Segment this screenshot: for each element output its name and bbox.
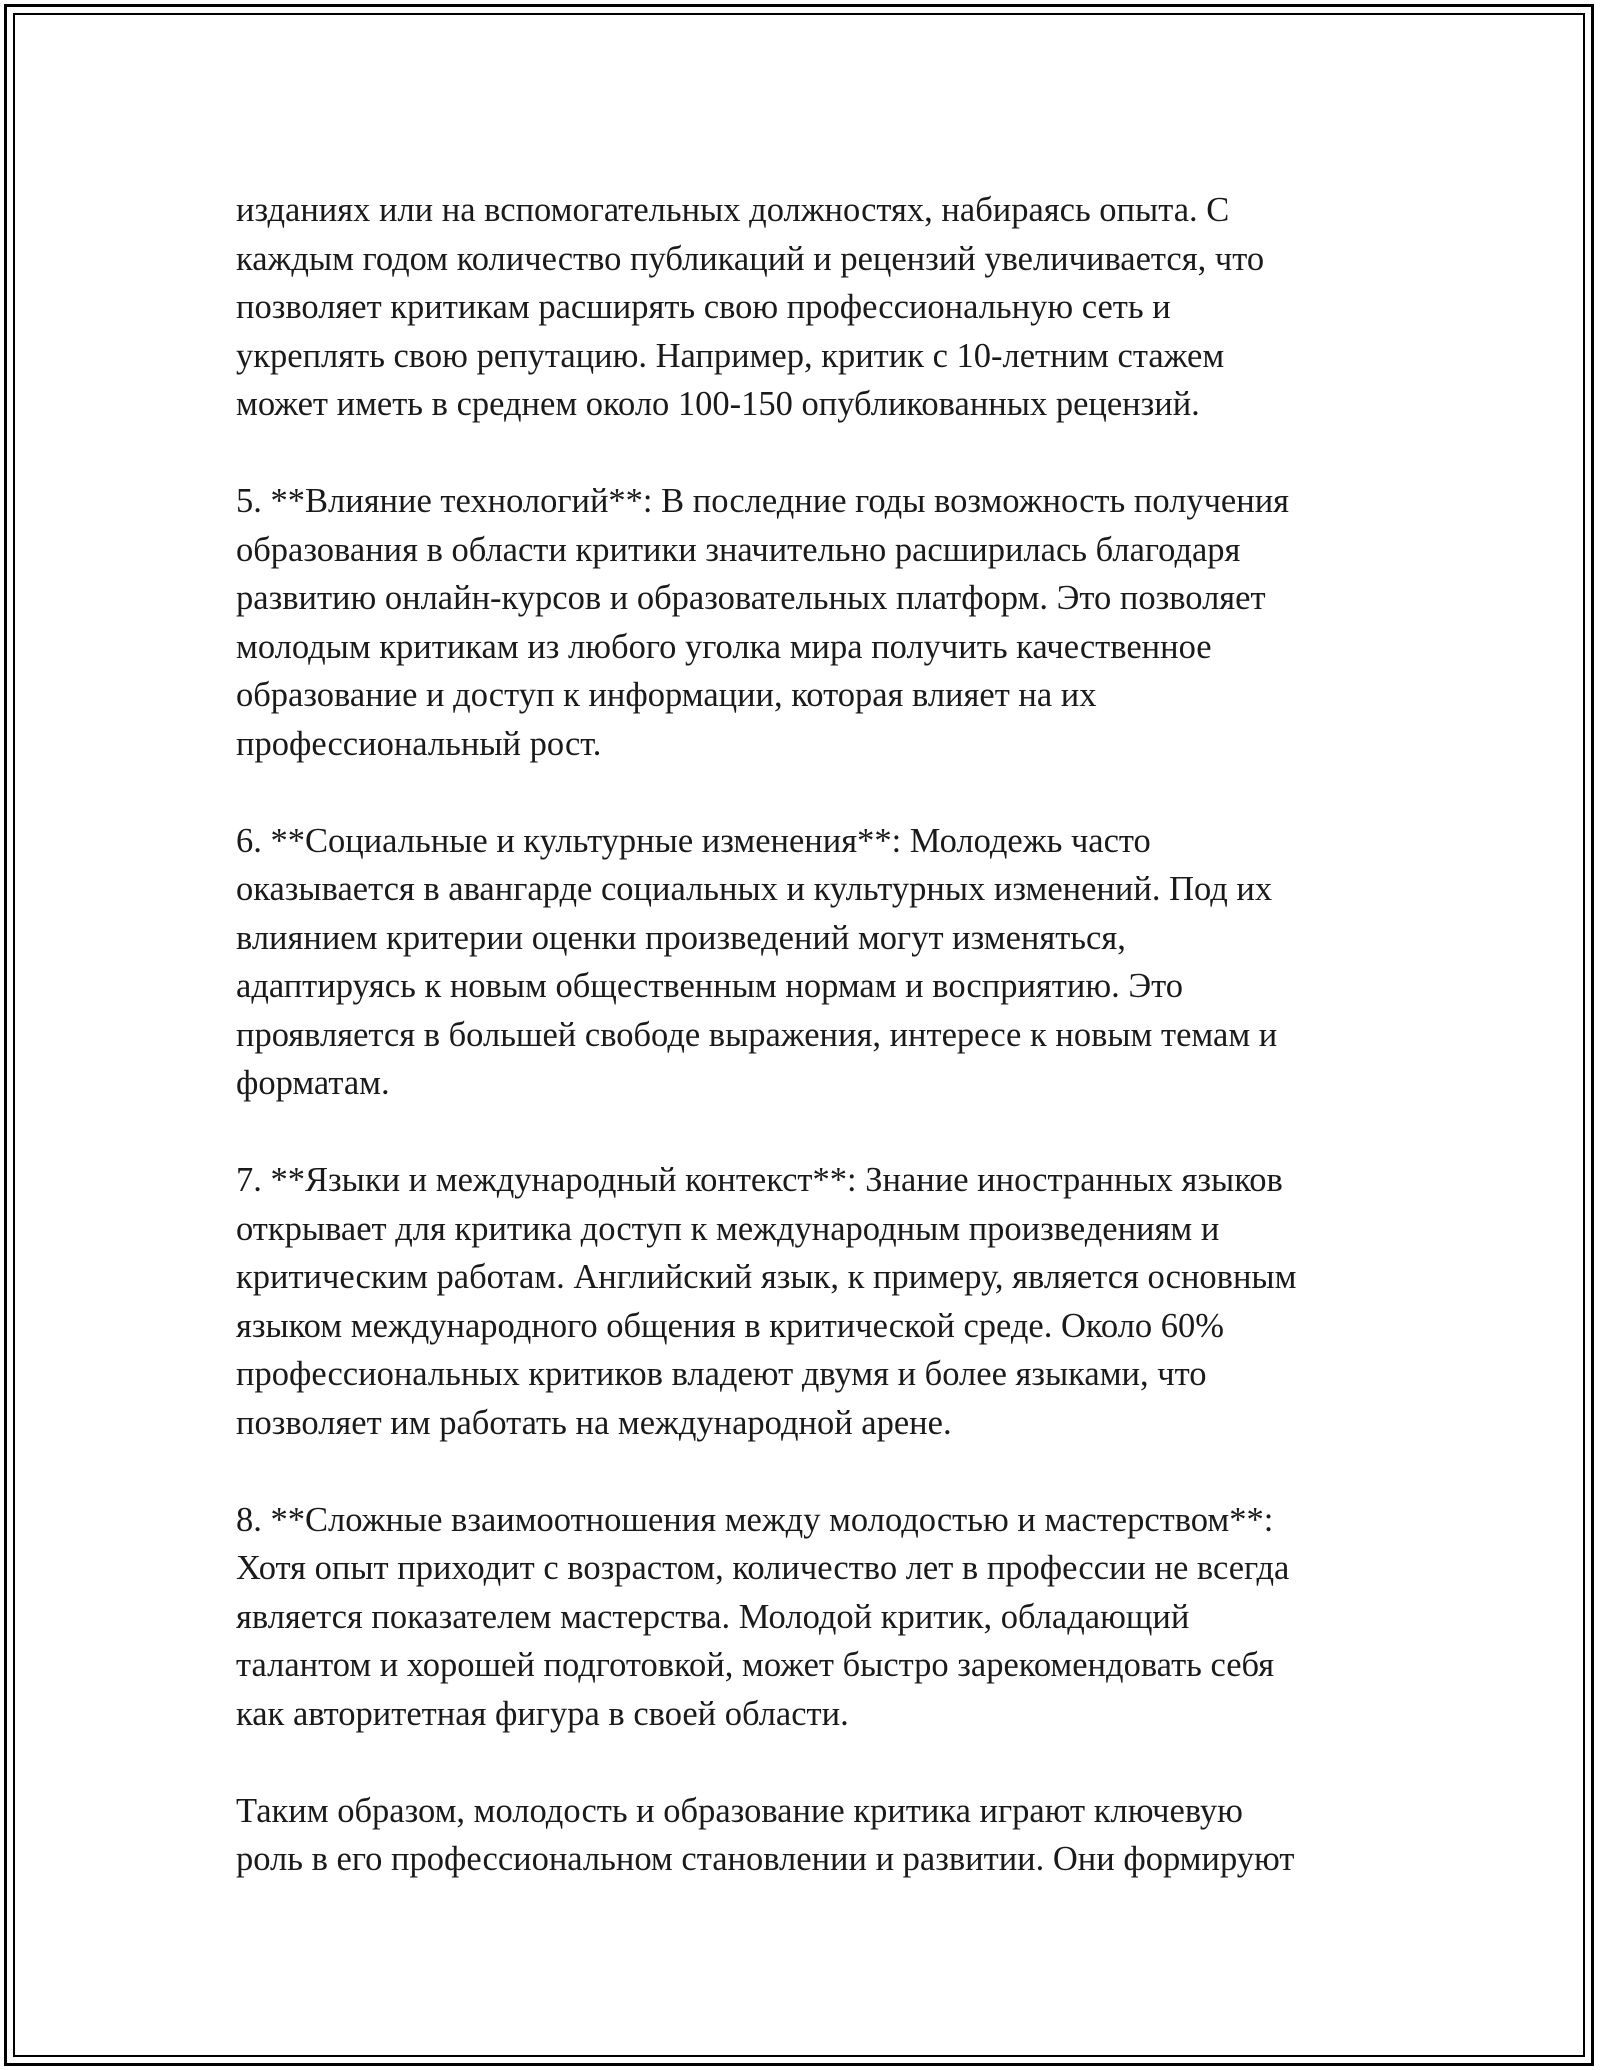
text-line: Таким образом, молодость и образование критика играют ключевую (236, 1791, 1243, 1830)
text-line: развитию онлайн-курсов и образовательных платформ. Это позволяет (236, 579, 1266, 617)
text-line: 8. **Сложные взаимоотношения между молодостью и мастерством**: (236, 1500, 1274, 1539)
text-line: молодым критикам из любого уголка мира получить качественное (236, 627, 1212, 666)
text-line: может иметь в среднем около 100-150 опубликованных рецензий. (236, 385, 1200, 423)
paragraph-item-5-technology (236, 477, 1400, 768)
document-body (236, 186, 1400, 1932)
text-line: Хотя опыт приходит с возрастом, количество лет в профессии не всегда (236, 1549, 1290, 1587)
text-line: 6. **Социальные и культурные изменения**: Молодежь часто (236, 821, 1151, 860)
text-line: является показателем мастерства. Молодой критик, обладающий (236, 1597, 1190, 1636)
text-line: позволяет критикам расширять свою профессиональную сеть и (236, 288, 1171, 326)
text-line: изданиях или на вспомогательных должностях, набираясь опыта. С (236, 191, 1230, 229)
text-line: форматам. (236, 1064, 390, 1102)
paragraph-item-6-social-cultural (236, 817, 1400, 1108)
text-line: каждым годом количество публикаций и рецензий увеличивается, что (236, 239, 1265, 278)
text-line: 5. **Влияние технологий**: В последние годы возможность получения (236, 482, 1290, 520)
paragraph-item-7-languages (236, 1156, 1400, 1447)
paragraph-item-8-youth-mastery (236, 1496, 1400, 1739)
text-line: влиянием критерии оценки произведений могут изменяться, (236, 918, 1126, 957)
text-line: роль в его профессиональном становлении и развитии. Они формируют (236, 1840, 1295, 1878)
text-line: проявляется в большей свободе выражения, интересе к новым темам и (236, 1015, 1278, 1054)
text-line: образование и доступ к информации, которая влияет на их (236, 676, 1097, 714)
text-line: профессиональный рост. (236, 724, 602, 763)
text-line: талантом и хорошей подготовкой, может быстро зарекомендовать себя (236, 1646, 1275, 1684)
text-line: критическим работам. Английский язык, к примеру, является основным (236, 1258, 1297, 1296)
text-line: образования в области критики значительно расширилась благодаря (236, 530, 1241, 569)
text-line: языком международного общения в критической среде. Около 60% (236, 1306, 1225, 1345)
text-line: адаптируясь к новым общественным нормам и восприятию. Это (236, 967, 1183, 1005)
text-line: профессиональных критиков владеют двумя и более языками, что (236, 1355, 1207, 1393)
paragraph-conclusion (236, 1787, 1400, 1884)
text-line: открывает для критика доступ к международным произведениям и (236, 1209, 1220, 1248)
text-line: оказывается в авангарде социальных и культурных изменений. Под их (236, 870, 1273, 908)
text-line: позволяет им работать на международной арене. (236, 1403, 952, 1442)
paragraph-continuation (236, 186, 1400, 429)
text-line: укреплять свою репутацию. Например, критик с 10-летним стажем (236, 336, 1225, 375)
text-line: 7. **Языки и международный контекст**: Знание иностранных языков (236, 1161, 1283, 1199)
text-line: как авторитетная фигура в своей области. (236, 1694, 849, 1733)
